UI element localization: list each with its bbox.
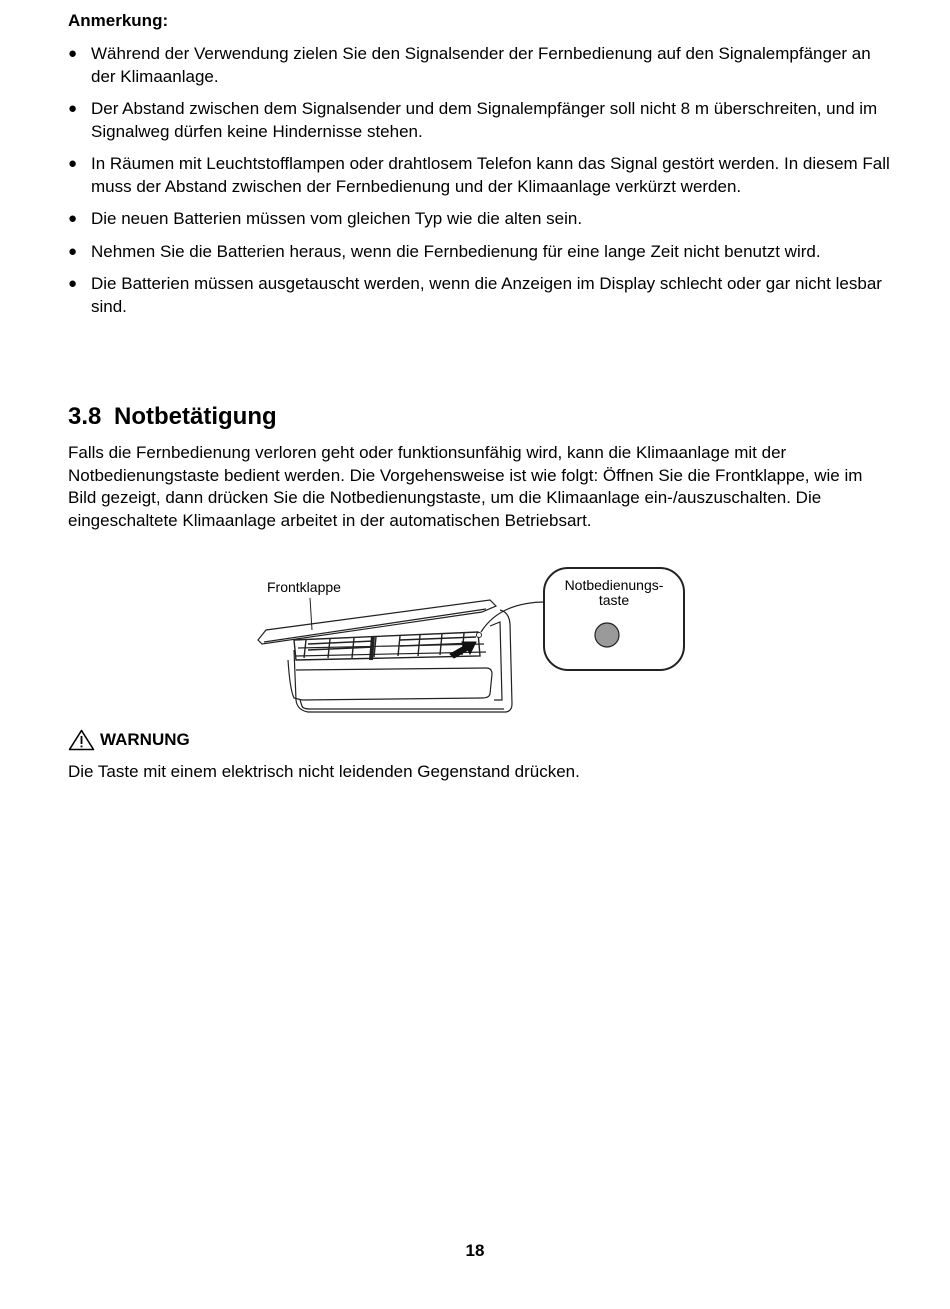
note-text: Nehmen Sie die Batterien heraus, wenn die Fernbedienung für eine lange Zeit nicht benutzt wird.: [91, 241, 821, 261]
list-item: [68, 153, 893, 198]
warning-title: WARNUNG: [100, 730, 190, 749]
list-item: [68, 241, 893, 264]
section-number: 3.8: [68, 403, 102, 430]
note-text: In Räumen mit Leuchtstofflampen oder drahtlosem Telefon kann das Signal gestört werden. In diesem Fall muss der Abstand zwischen der Fernbedienung und der Klimaanlage verkürzt werden.: [91, 154, 890, 196]
warning-heading: [68, 729, 190, 751]
list-item: [68, 43, 893, 88]
note-text: Die neuen Batterien müssen vom gleichen Typ wie die alten sein.: [91, 209, 583, 228]
note-text: Während der Verwendung zielen Sie den Signalsender der Fernbedienung auf den Signalempfänger an der Klimaanlage.: [91, 44, 871, 86]
section-heading: [68, 403, 277, 431]
air-conditioner-figure: [250, 560, 690, 720]
bullet-icon: ●: [68, 275, 78, 292]
bullet-icon: ●: [68, 210, 78, 227]
note-title: Anmerkung:: [68, 11, 169, 30]
callout-label-line1: Notbedienungs-: [564, 577, 664, 593]
section-title: Notbetätigung: [114, 403, 277, 430]
page-number: 18: [465, 1241, 485, 1260]
bullet-icon: ●: [68, 100, 78, 117]
warning-triangle-icon: [68, 729, 95, 751]
bullet-icon: ●: [68, 242, 78, 260]
list-item: [68, 98, 893, 143]
warning-text: Die Taste mit einem elektrisch nicht leidenden Gegenstand drücken.: [68, 762, 580, 781]
section-body: Falls die Fernbedienung verloren geht oder funktionsunfähig wird, kann die Klimaanlage mit der Notbedienungstaste bedient werden. Die Vorgehensweise ist wie folgt: Öffnen Sie die Frontklappe, wie im Bild gezeigt, dann drücken Sie die Notbedienungstaste, um die Klimaanlage ein-/auszuschalten. Die eingeschaltete Klimaanlage arbeitet in der automatischen Betriebsart.: [68, 443, 863, 530]
bullet-icon: ●: [68, 155, 78, 172]
bullet-icon: ●: [68, 45, 78, 62]
emergency-button-icon: [595, 623, 619, 647]
note-list: [68, 43, 893, 328]
note-text: Der Abstand zwischen dem Signalsender und dem Signalempfänger soll nicht 8 m überschreiten, und im Signalweg dürfen keine Hindernisse stehen.: [91, 99, 878, 141]
unit-button-dot: [477, 633, 482, 638]
flap-label: Frontklappe: [267, 579, 341, 595]
air-conditioner-illustration: [250, 560, 690, 720]
note-text: Die Batterien müssen ausgetauscht werden, wenn die Anzeigen im Display schlecht oder gar nicht lesbar sind.: [91, 274, 882, 316]
list-item: [68, 208, 893, 231]
callout-label-line2: taste: [598, 592, 630, 608]
list-item: [68, 273, 893, 318]
